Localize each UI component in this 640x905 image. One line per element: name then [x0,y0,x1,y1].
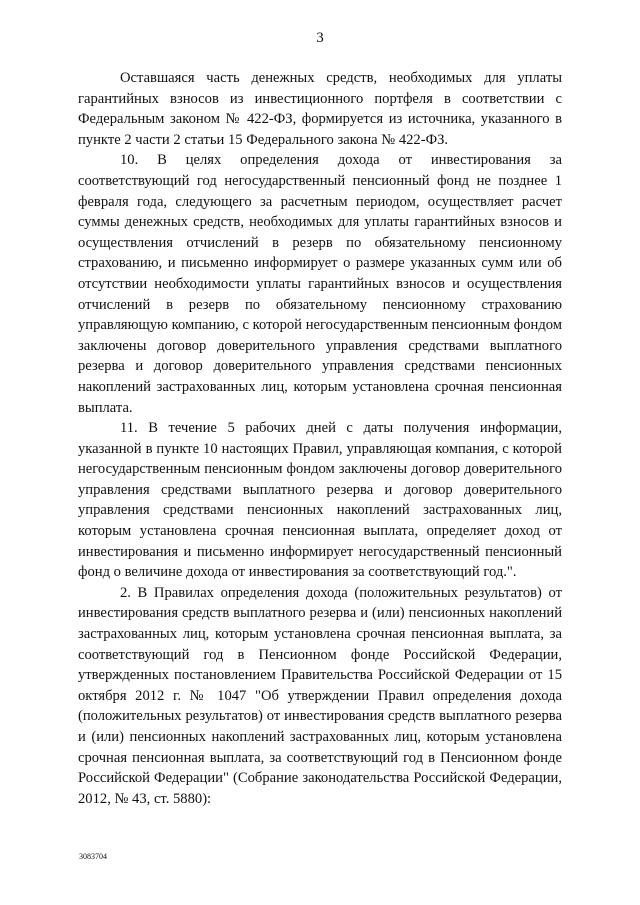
paragraph-amendment-2: 2. В Правилах определения дохода (положительных результатов) от инвестирования средств выплатного резерва и (или) пенсионных накоплений застрахованных лиц, которым установлена срочная пенсионная выплата, за соответствующий год в Пенсионном фонде Российской Федерации, утвержденных постановлением Правительства Российской Федерации от 15 октября 2012 г. № 1047 "Об утверждении Правил определения дохода (положительных результатов) от инвестирования средств выплатного резерва и (или) пенсионных накоплений застрахованных лиц, которым установлена срочная пенсионная выплата, за соответствующий год в Пенсионном фонде Российской Федерации" (Собрание законодательства Российской Федерации, 2012, № 43, ст. 5880): [78,584,562,807]
paragraph-item-11: 11. В течение 5 рабочих дней с даты получения информации, указанной в пункте 10 настоящих Правил, управляющая компания, с которой негосударственным пенсионным фондом заключены договор доверительного управления средствами выплатного резерва и договор доверительного управления средствами пенсионных накоплений застрахованных лиц, которым установлена срочная пенсионная выплата, определяет доход от инвестирования и письменно информирует негосударственный пенсионный фонд о величине дохода от инвестирования за соответствующий год.". [78,420,562,581]
document-code: 3083704 [79,852,107,861]
paragraph-item-10: 10. В целях определения дохода от инвестирования за соответствующий год негосударственный пенсионный фонд не позднее 1 февраля года, следующего за расчетным периодом, осуществляет расчет суммы денежных средств, необходимых для уплаты гарантийных взносов и осуществления отчислений в резерв по обязательному пенсионному страхованию, и письменно информирует о размере указанных сумм или об отсутствии необходимости уплаты гарантийных взносов и осуществления отчислений в резерв по обязательному пенсионному страхованию управляющую компанию, с которой негосударственным пенсионным фондом заключены договор доверительного управления средствами выплатного резерва и договор доверительного управления средствами пенсионных накоплений застрахованных лиц, которым установлена срочная пенсионная выплата. [78,152,562,416]
document-body [78,68,562,809]
page-number: 3 [316,30,324,46]
paragraph-remaining-funds: Оставшаяся часть денежных средств, необходимых для уплаты гарантийных взносов из инвестиционного портфеля в соответствии с Федеральным законом № 422-ФЗ, формируется из источника, указанного в пункте 2 части 2 статьи 15 Федерального закона № 422-ФЗ. [78,70,562,148]
